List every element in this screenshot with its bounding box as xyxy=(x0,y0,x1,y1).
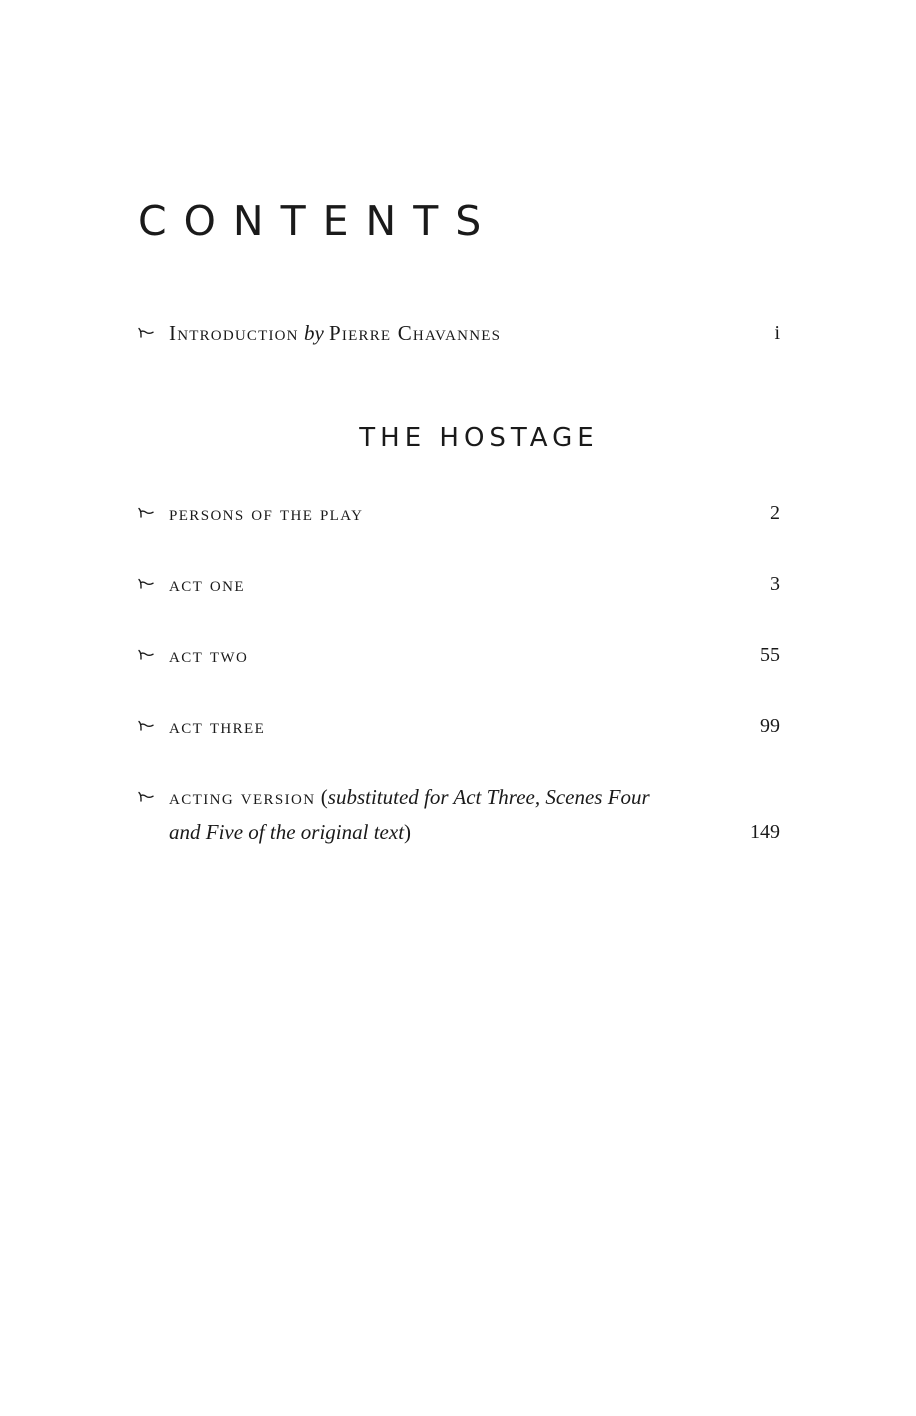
close-paren: ) xyxy=(404,820,412,844)
toc-entry-text xyxy=(169,709,739,744)
toc-entry-page: 3 xyxy=(770,573,780,595)
swash-arrow-icon xyxy=(138,327,154,339)
toc-entry-page: 149 xyxy=(750,821,780,843)
toc-entry-label: acting version xyxy=(169,785,316,809)
toc-entry-text xyxy=(169,496,739,531)
toc-entry-note-line-2: and Five of the original text xyxy=(169,820,405,844)
swash-arrow-icon xyxy=(138,720,154,732)
section-heading: THE HOSTAGE xyxy=(359,423,599,453)
toc-entry-text xyxy=(169,780,739,850)
swash-arrow-icon xyxy=(138,578,154,590)
toc-entry-label: act one xyxy=(169,572,245,596)
toc-entry-author: Pierre Chavannes xyxy=(329,321,502,345)
page-title: CONTENTS xyxy=(138,197,499,245)
toc-entry-introduction[interactable] xyxy=(138,316,780,351)
swash-arrow-icon xyxy=(138,649,154,661)
toc-entry-page: 2 xyxy=(770,502,780,524)
toc-entry-page: i xyxy=(774,322,780,344)
toc-entry-label: Introduction xyxy=(169,321,299,345)
toc-entry-text xyxy=(169,638,739,673)
toc-entry-acting-version[interactable] xyxy=(138,780,780,850)
toc-entry-page: 55 xyxy=(760,644,780,666)
toc-entry-label: act two xyxy=(169,643,249,667)
swash-arrow-icon xyxy=(138,791,154,803)
open-paren: ( xyxy=(320,785,328,809)
swash-arrow-icon xyxy=(138,507,154,519)
toc-entry-label: act three xyxy=(169,714,266,738)
toc-entry-persons-of-the-play[interactable] xyxy=(138,496,780,531)
toc-entry-text xyxy=(169,567,739,602)
toc-entry-line-2 xyxy=(169,815,739,850)
toc-entry-label: persons of the play xyxy=(169,501,364,525)
toc-entry-by: by xyxy=(303,321,324,345)
toc-entry-page: 99 xyxy=(760,715,780,737)
toc-entry-act-two[interactable] xyxy=(138,638,780,673)
toc-entry-note-line-1: substituted for Act Three, Scenes Four xyxy=(327,785,650,809)
toc-entry-act-one[interactable] xyxy=(138,567,780,602)
toc-entry-text xyxy=(169,316,739,351)
toc-entry-act-three[interactable] xyxy=(138,709,780,744)
toc-entry-line-1 xyxy=(169,780,739,815)
